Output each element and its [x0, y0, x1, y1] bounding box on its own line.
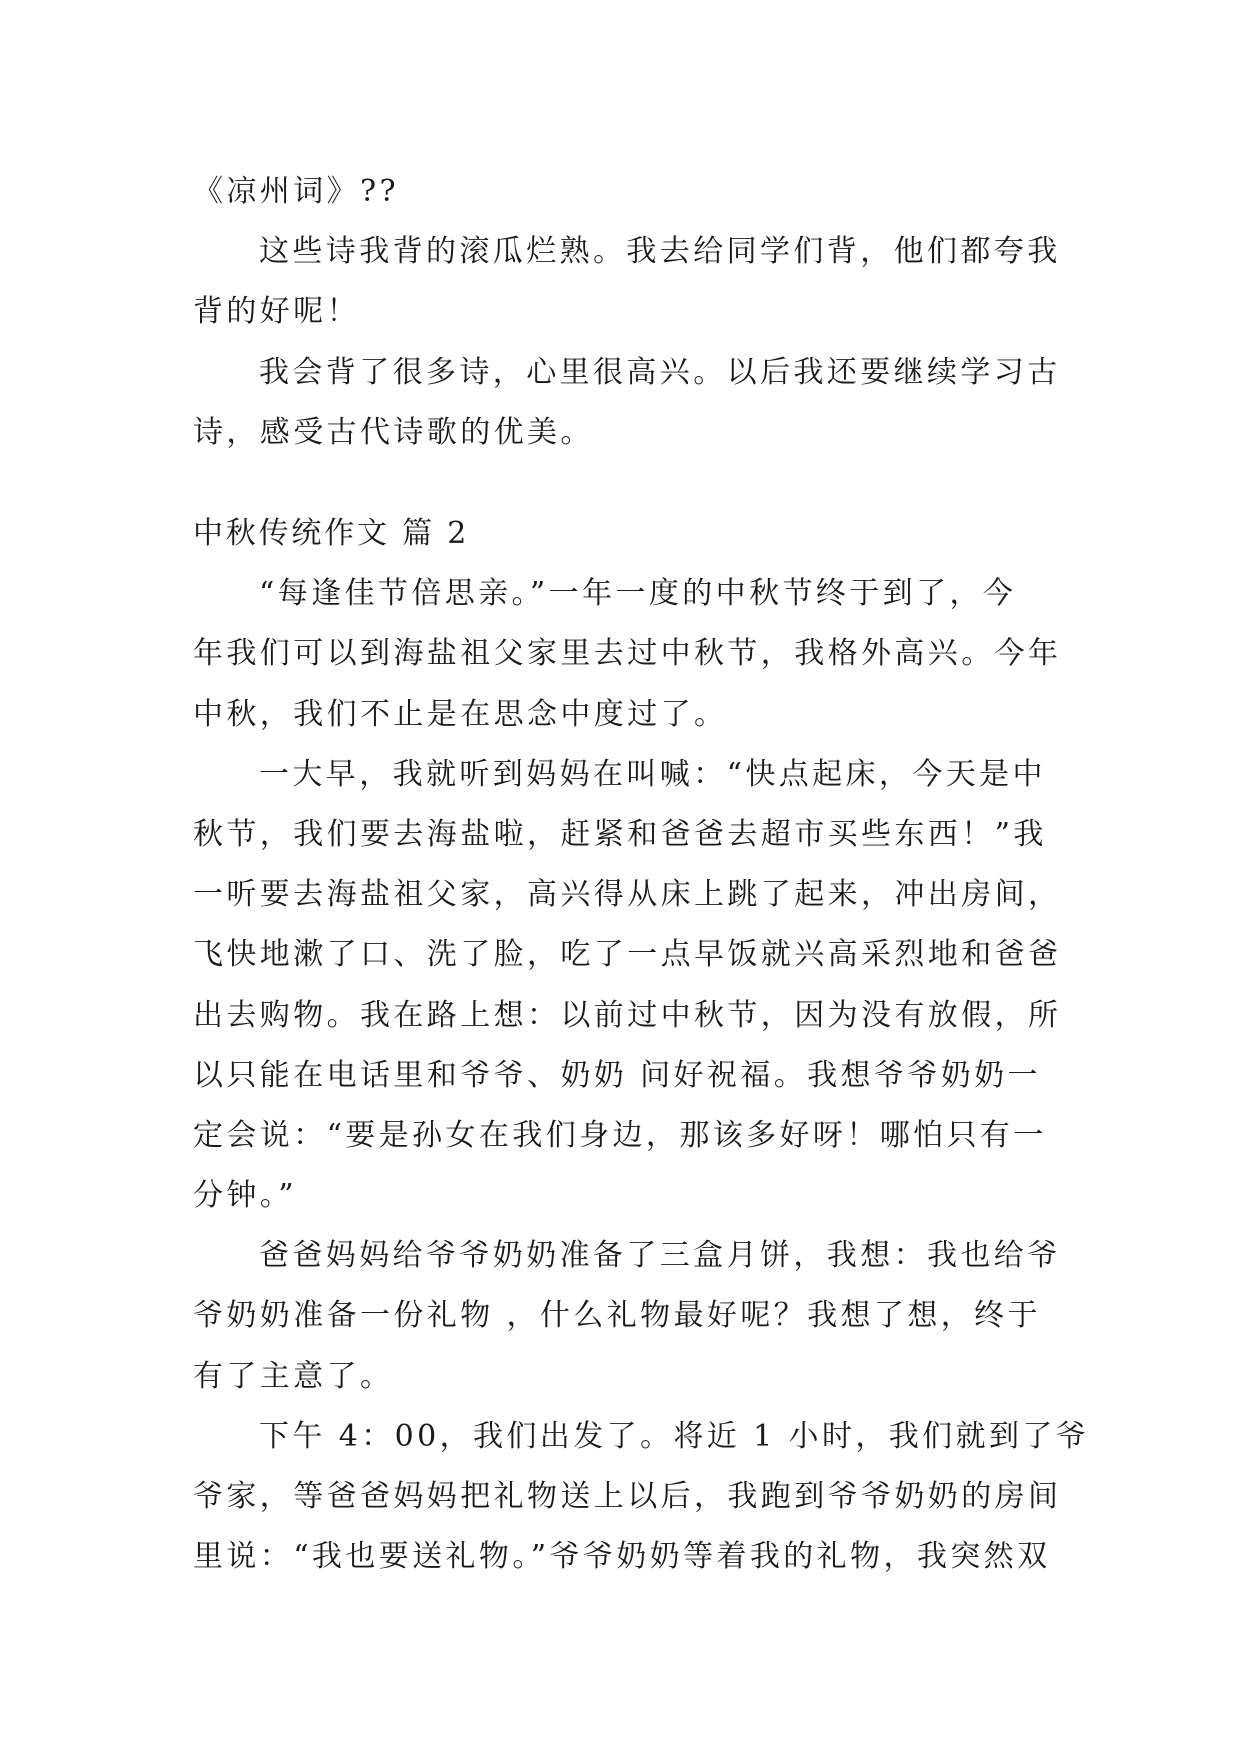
text-line: 以只能在电话里和爷爷、奶奶 问好祝福。我想爷爷奶奶一: [193, 1057, 1041, 1093]
section-heading: 中秋传统作文 篇 2: [193, 516, 470, 551]
poem-section: [193, 162, 1061, 463]
text-line: 诗，感受古代诗歌的优美。: [193, 414, 594, 450]
text-line: 爸爸妈妈给爷爷奶奶准备了三盒月饼，我想：我也给爷: [259, 1238, 1061, 1274]
text-line: 《凉州词》??: [193, 174, 399, 209]
text-line: 一大早，我就听到妈妈在叫喊：“快点起床，今天是中: [259, 756, 1046, 792]
text-line: 下午 4：00，我们出发了。将近 1 小时，我们就到了爷: [259, 1418, 1090, 1454]
text-line: 出去购物。我在路上想：以前过中秋节，因为没有放假，所: [193, 997, 1062, 1033]
text-line: 年我们可以到海盐祖父家里去过中秋节，我格外高兴。今年: [193, 636, 1062, 672]
text-line: 一听要去海盐祖父家，高兴得从床上跳了起来，冲出房间，: [193, 877, 1062, 913]
text-line: 背的好呢！: [193, 294, 360, 330]
text-line: 秋节，我们要去海盐啦，赶紧和爸爸去超市买些东西！”我: [193, 816, 1047, 852]
essay-section: [193, 504, 1090, 1587]
text-line: 中秋，我们不止是在思念中度过了。: [193, 696, 728, 732]
text-line: “每逢佳节倍思亲。”一年一度的中秋节终于到了，今: [259, 576, 1017, 612]
text-line: 爷奶奶准备一份礼物 ，什么礼物最好呢？我想了想，终于: [193, 1298, 1041, 1334]
text-line: 飞快地漱了口、洗了脸，吃了一点早饭就兴高采烈地和爸爸: [193, 937, 1062, 973]
text-line: 里说：“我也要送礼物。”爷爷奶奶等着我的礼物，我突然双: [193, 1539, 1051, 1575]
text-line: 这些诗我背的滚瓜烂熟。我去给同学们背，他们都夸我: [259, 234, 1061, 270]
text-line: 我会背了很多诗，心里很高兴。以后我还要继续学习古: [259, 354, 1061, 390]
text-line: 爷家，等爸爸妈妈把礼物送上以后，我跑到爷爷奶奶的房间: [193, 1479, 1062, 1514]
text-line: 分钟。”: [193, 1178, 297, 1214]
text-line: 有了主意了。: [193, 1358, 394, 1394]
text-line: 定会说：“要是孙女在我们身边，那该多好呀！哪怕只有一: [193, 1117, 1047, 1153]
